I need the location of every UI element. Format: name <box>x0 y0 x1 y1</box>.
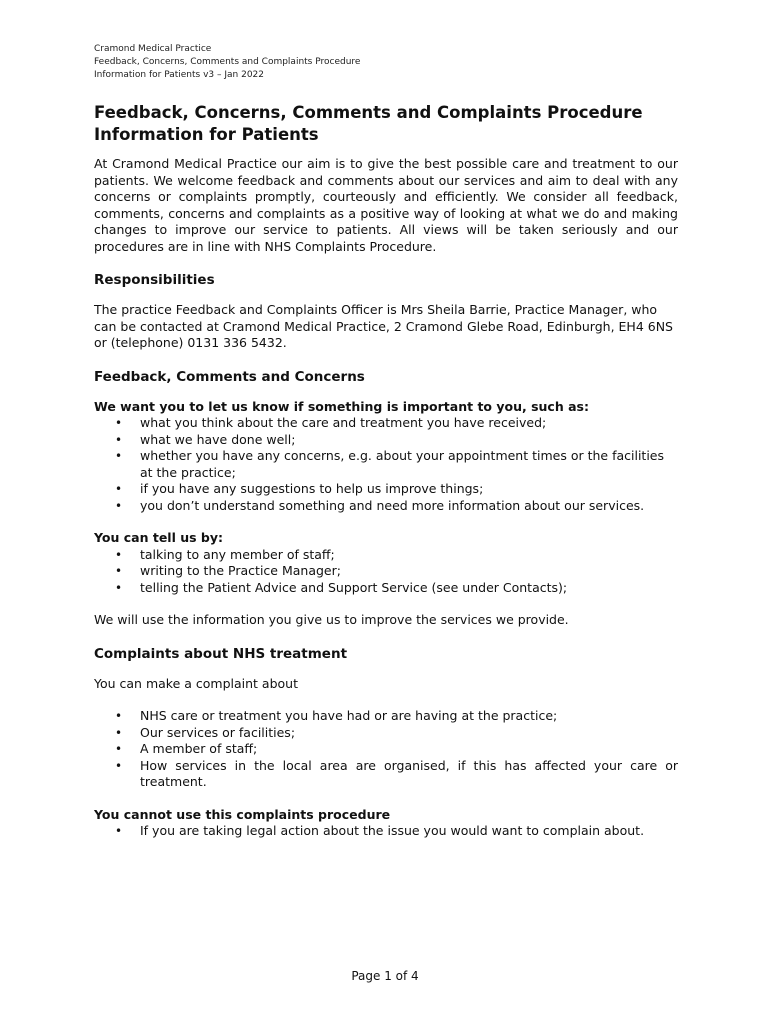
bullet-icon: • <box>115 824 123 838</box>
complaints-intro: You can make a complaint about <box>94 675 298 691</box>
list-item: • whether you have any concerns, e.g. about your appointment times or the facilities at the practice; <box>115 448 665 480</box>
tell-us-by-subheading: You can tell us by: <box>94 530 223 545</box>
bullet-icon: • <box>115 725 123 740</box>
list-item: • writing to the Practice Manager; <box>115 563 341 578</box>
list-item: • How services in the local area are organised, if this has affected your care or treatment. <box>115 757 678 789</box>
list-item: • If you are taking legal action about the issue you would want to complain about. <box>115 823 645 838</box>
cannot-use-list <box>94 823 678 840</box>
bullet-icon: • <box>115 742 123 756</box>
list-item: • telling the Patient Advice and Support Service (see under Contacts); <box>115 579 568 595</box>
list-item: • Our services or facilities; <box>115 724 296 740</box>
document-title-line-2: Information for Patients <box>94 125 319 144</box>
list-item: • NHS care or treatment you have had or are having at the practice; <box>115 708 558 723</box>
feedback-heading: Feedback, Comments and Concerns <box>94 368 365 385</box>
document-title-line-1: Feedback, Concerns, Comments and Complaints Procedure <box>94 103 643 122</box>
list-item: • what you think about the care and treatment you have received; <box>115 415 547 430</box>
bullet-icon: • <box>115 432 123 447</box>
intro-paragraph: At Cramond Medical Practice our aim is to give the best possible care and treatment to our patients. We welcome feedback and comments about our services and aim to deal with any concerns or complaints promptly, courteously and efficiently. We consider all feedback, comments, concerns and complaints as a positive way of looking at what we do and making changes to improve our service to patients. All views will be taken seriously and our procedures are in line with NHS Complaints Procedure. <box>94 156 678 254</box>
complaints-heading: Complaints about NHS treatment <box>94 645 348 662</box>
list-item: • you don’t understand something and need more information about our services. <box>115 497 645 513</box>
feedback-list <box>94 415 678 514</box>
document-title <box>94 102 678 146</box>
tell-us-list <box>94 547 678 597</box>
bullet-icon: • <box>115 449 123 463</box>
bullet-icon: • <box>115 580 123 595</box>
feedback-closing-paragraph: We will use the information you give us to improve the services we provide. <box>94 612 569 627</box>
bullet-icon: • <box>115 758 123 773</box>
complaints-list <box>94 708 678 791</box>
let-us-know-subheading: We want you to let us know if something is important to you, such as: <box>94 398 589 414</box>
cannot-use-subheading: You cannot use this complaints procedure <box>94 806 391 822</box>
responsibilities-paragraph: The practice Feedback and Complaints Officer is Mrs Sheila Barrie, Practice Manager, who can be contacted at Cramond Medical Practice, 2 Cramond Glebe Road, Edinburgh, EH4 6NS or (telephone) 0131 336 5432. <box>94 302 673 350</box>
page-number: Page 1 of 4 <box>351 969 419 983</box>
list-item: • talking to any member of staff; <box>115 546 335 562</box>
responsibilities-heading: Responsibilities <box>94 272 215 288</box>
list-item: • A member of staff; <box>115 741 258 756</box>
list-item: • what we have done well; <box>115 431 296 447</box>
header-document-name: Feedback, Concerns, Comments and Complaints Procedure <box>94 57 361 67</box>
list-item: • if you have any suggestions to help us improve things; <box>115 481 484 496</box>
bullet-icon: • <box>115 547 123 562</box>
bullet-icon: • <box>115 416 123 430</box>
document-body <box>94 102 678 840</box>
bullet-icon: • <box>115 482 123 496</box>
header-practice-name: Cramond Medical Practice <box>94 44 212 54</box>
bullet-icon: • <box>115 709 123 723</box>
running-header <box>94 43 360 82</box>
header-version: Information for Patients v3 – Jan 2022 <box>94 70 264 80</box>
bullet-icon: • <box>115 498 123 513</box>
bullet-icon: • <box>115 564 123 578</box>
